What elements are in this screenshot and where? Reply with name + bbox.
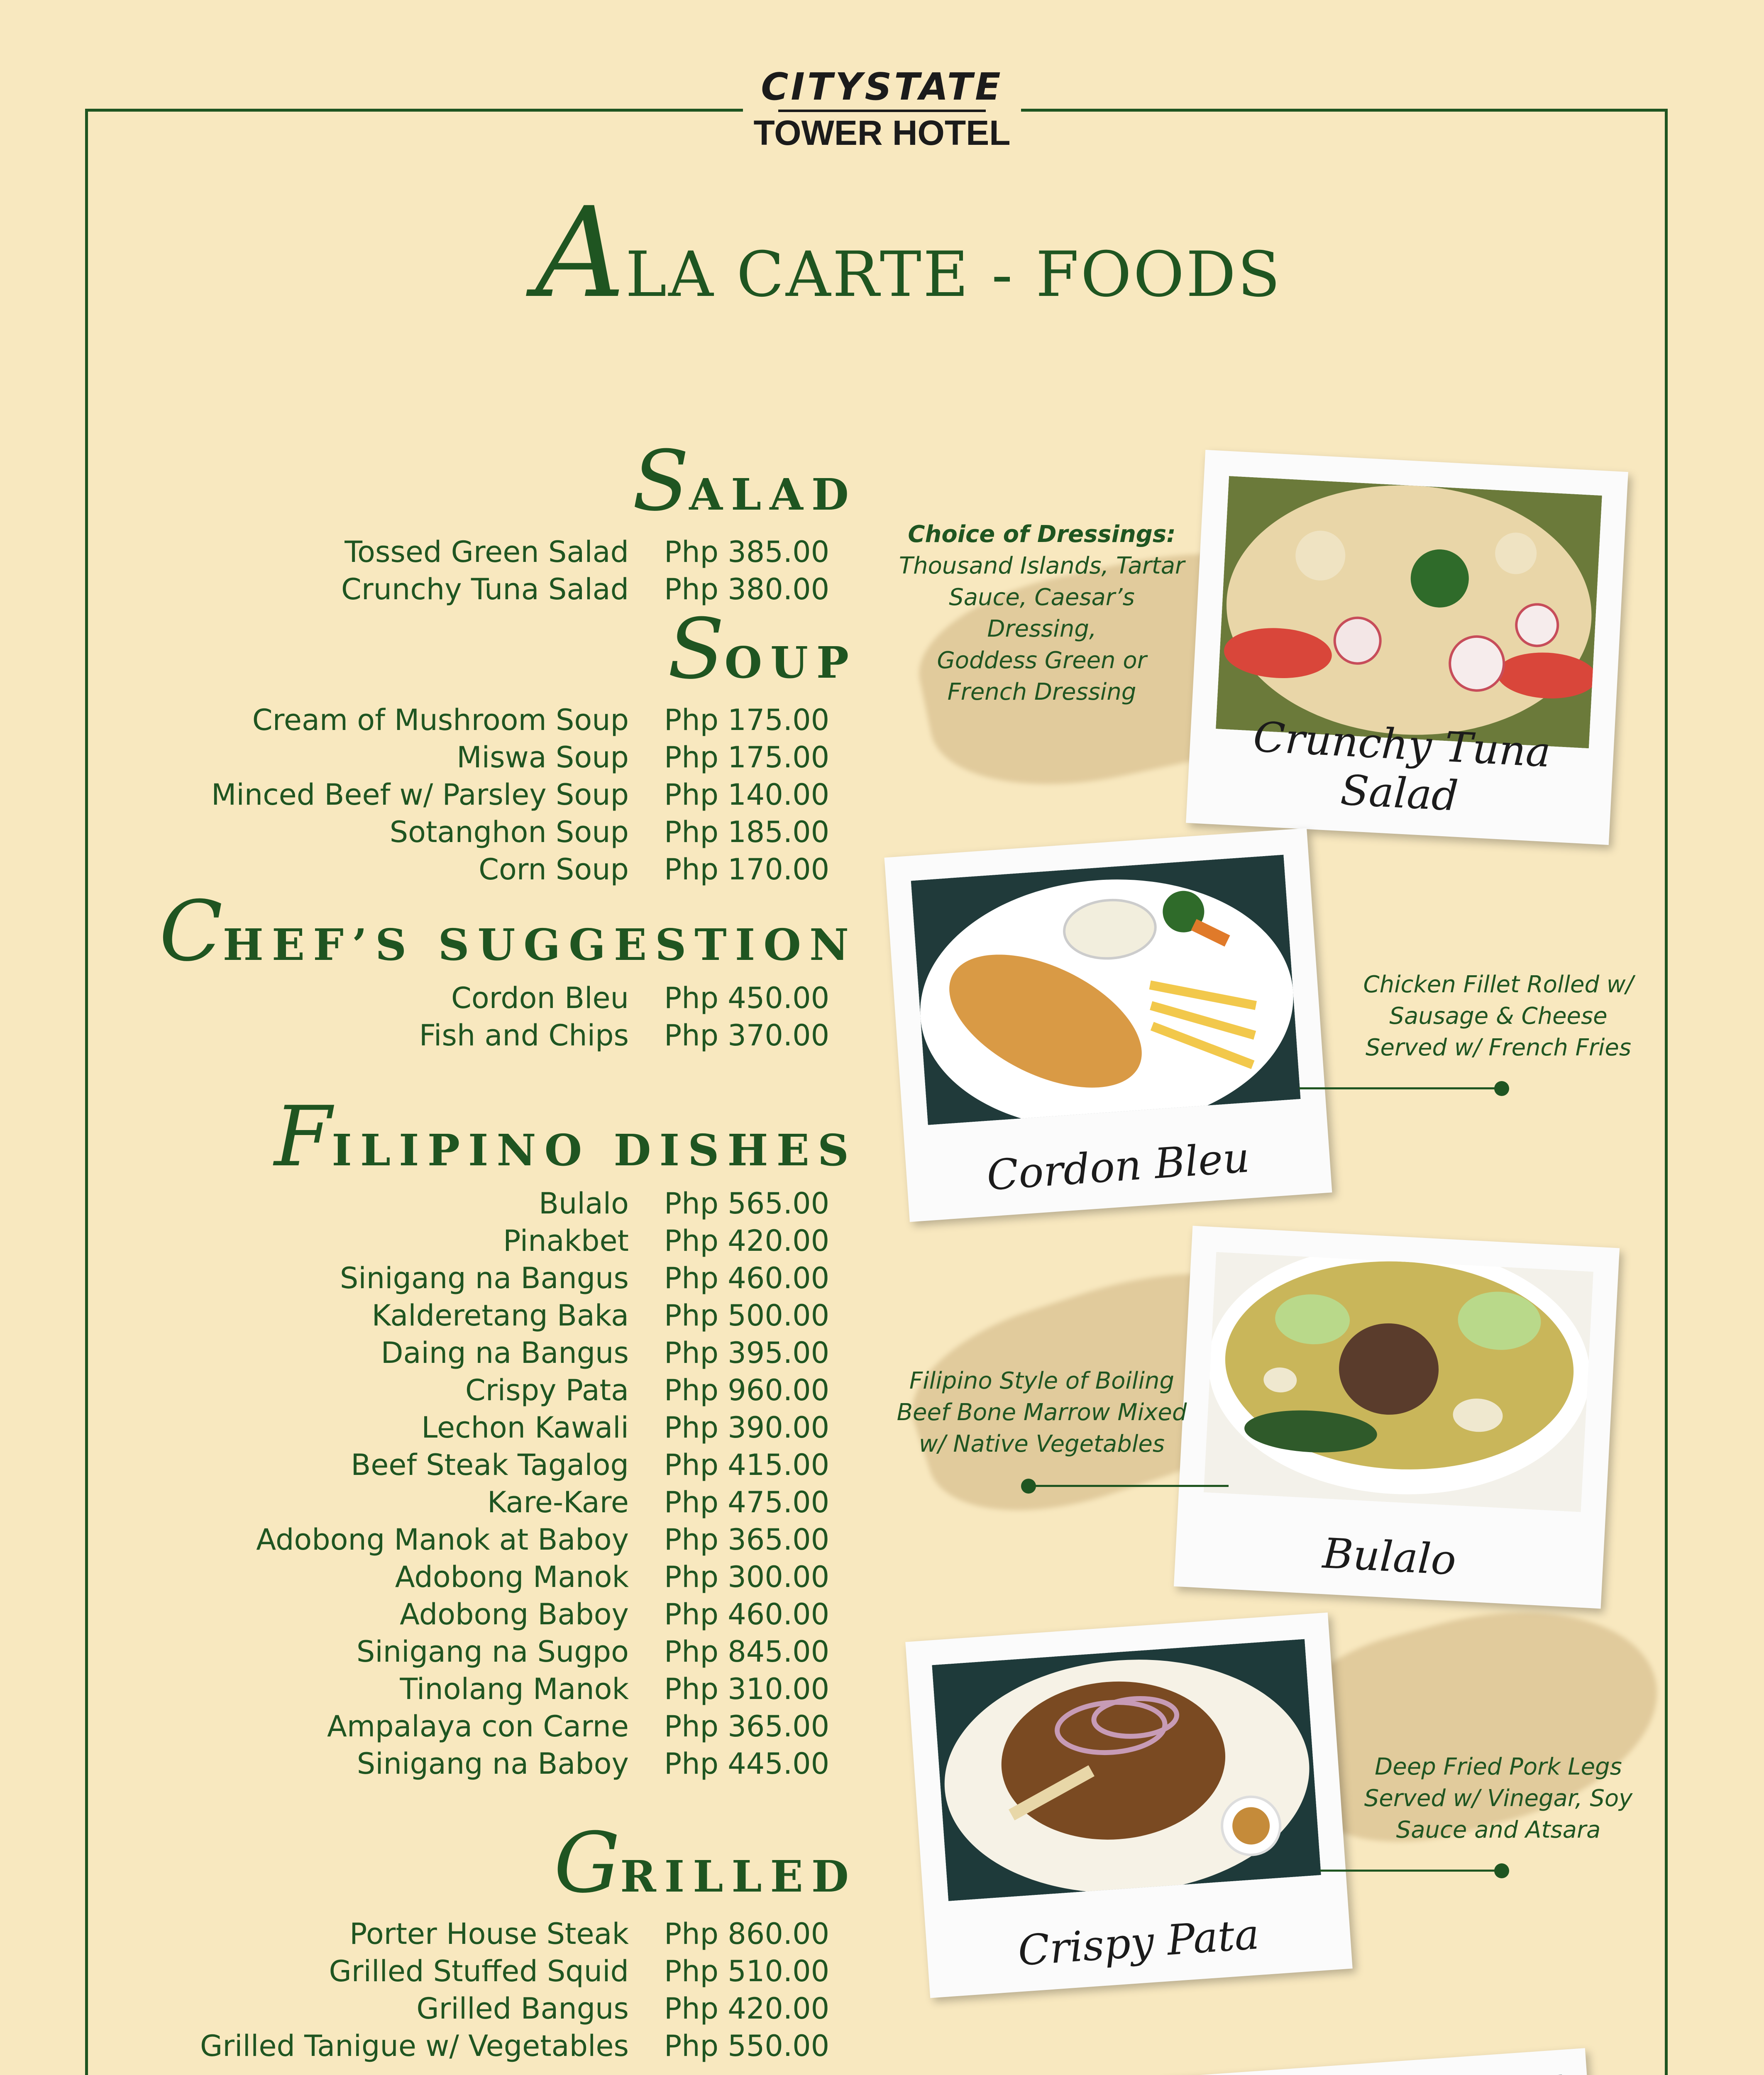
- menu-item-row: [166, 1558, 872, 1596]
- menu-item-price: Php 395.00: [664, 1336, 830, 1370]
- photo-bulalo: [1174, 1226, 1620, 1609]
- menu-item-name: Kare-Kare: [487, 1485, 629, 1519]
- menu-item-row: [166, 1670, 872, 1708]
- menu-item-name: Adobong Manok: [395, 1560, 629, 1594]
- menu-item-price: Php 175.00: [664, 740, 830, 774]
- menu-item-price: Php 415.00: [664, 1448, 830, 1482]
- leader-line: [1025, 1485, 1229, 1487]
- menu-item-name: Corn Soup: [479, 852, 629, 886]
- menu-item-row: [166, 1708, 872, 1745]
- food-image: [1216, 476, 1602, 748]
- menu-item-row: [166, 1185, 872, 1222]
- note-line: Goddess Green or: [937, 647, 1147, 674]
- menu-item-name: Adobong Baboy: [400, 1597, 629, 1631]
- heading-rest: OUP: [724, 637, 857, 688]
- menu-item-row: [166, 1745, 872, 1782]
- logo-line2: TOWER HOTEL: [753, 113, 1011, 152]
- menu-item-price: Php 175.00: [664, 703, 830, 737]
- title-rest: LA CARTE - FOODS: [625, 239, 1282, 311]
- menu-item-row: [166, 776, 872, 813]
- menu-item-row: [166, 1915, 872, 1953]
- photo-cordon-bleu: [884, 828, 1332, 1222]
- menu-item-row: [166, 979, 872, 1017]
- note-dressings: [892, 519, 1191, 708]
- menu-item-price: Php 550.00: [664, 2029, 830, 2063]
- menu-item-price: Php 960.00: [664, 1373, 830, 1407]
- menu-item-row: [166, 1334, 872, 1372]
- menu-item-name: Porter House Steak: [349, 1917, 629, 1951]
- food-image: [932, 1639, 1321, 1901]
- heading-initial: S: [667, 601, 725, 698]
- note-line: Served w/ French Fries: [1365, 1034, 1632, 1061]
- photo-caption: Crispy Pata: [1016, 1910, 1261, 1975]
- heading-rest: ILIPINO DISHES: [332, 1125, 857, 1176]
- filipino-list: [166, 1185, 872, 1782]
- menu-item-price: Php 420.00: [664, 1992, 830, 2026]
- photo-caption: Crunchy Tuna Salad: [1252, 712, 1552, 820]
- menu-item-row: [166, 1222, 872, 1260]
- note-crispy-pata: [1349, 1751, 1648, 1846]
- menu-item-name: Beef Steak Tagalog: [351, 1448, 629, 1482]
- menu-item-price: Php 390.00: [664, 1411, 830, 1445]
- section-heading-salad: [632, 433, 857, 530]
- menu-item-price: Php 300.00: [664, 1560, 830, 1594]
- heading-initial: G: [554, 1815, 621, 1911]
- menu-item-price: Php 460.00: [664, 1597, 830, 1631]
- logo-line1: CITYSTATE: [761, 65, 1003, 109]
- salad-list: [166, 533, 872, 608]
- menu-item-name: Lechon Kawali: [421, 1411, 629, 1445]
- menu-item-price: Php 365.00: [664, 1709, 830, 1743]
- menu-item-row: [166, 1017, 872, 1054]
- heading-rest: ALAD: [689, 469, 857, 520]
- menu-item-row: [166, 571, 872, 608]
- food-image: [911, 855, 1301, 1125]
- note-line: Sauce, Caesar’s Dressing,: [949, 584, 1135, 642]
- menu-item-price: Php 185.00: [664, 815, 830, 849]
- menu-item-row: [166, 1953, 872, 1990]
- menu-item-price: Php 845.00: [664, 1635, 830, 1669]
- menu-item-name: Cordon Bleu: [451, 981, 629, 1015]
- menu-item-row: [166, 813, 872, 851]
- chefs-list: [166, 979, 872, 1054]
- heading-initial: S: [632, 433, 689, 530]
- section-heading-chefs-suggestion: [159, 883, 857, 980]
- menu-item-row: [166, 1633, 872, 1670]
- menu-item-row: [166, 851, 872, 888]
- note-line: w/ Native Vegetables: [919, 1431, 1165, 1457]
- menu-item-name: Bulalo: [538, 1186, 629, 1221]
- photo-crunchy-tuna-salad: [1186, 450, 1628, 845]
- menu-item-row: [166, 1260, 872, 1297]
- title-initial: A: [535, 181, 625, 325]
- menu-item-name: Miswa Soup: [457, 740, 629, 774]
- menu-item-row: [166, 1446, 872, 1484]
- menu-item-name: Pinakbet: [503, 1224, 629, 1258]
- note-line: Chicken Fillet Rolled w/: [1363, 971, 1634, 998]
- leader-dot: [1494, 1863, 1509, 1878]
- menu-item-row: [166, 1297, 872, 1334]
- menu-item-row: [166, 2027, 872, 2065]
- note-line: Beef Bone Marrow Mixed: [897, 1399, 1187, 1426]
- note-line: Served w/ Vinegar, Soy: [1364, 1785, 1633, 1812]
- menu-item-price: Php 420.00: [664, 1224, 830, 1258]
- menu-item-name: Ampalaya con Carne: [327, 1709, 629, 1743]
- menu-item-price: Php 460.00: [664, 1261, 830, 1295]
- menu-item-price: Php 365.00: [664, 1523, 830, 1557]
- menu-item-name: Fish and Chips: [419, 1018, 629, 1052]
- menu-item-name: Tossed Green Salad: [344, 535, 629, 569]
- leader-line: [1299, 1087, 1503, 1089]
- menu-item-price: Php 385.00: [664, 535, 830, 569]
- menu-item-price: Php 450.00: [664, 981, 830, 1015]
- menu-item-name: Adobong Manok at Baboy: [256, 1523, 629, 1557]
- menu-item-price: Php 565.00: [664, 1186, 830, 1221]
- note-line: French Dressing: [947, 679, 1136, 706]
- section-heading-filipino-dishes: [274, 1089, 858, 1185]
- menu-item-price: Php 370.00: [664, 1018, 830, 1052]
- heading-initial: C: [159, 883, 223, 980]
- soup-list: [166, 701, 872, 888]
- menu-item-row: [166, 1990, 872, 2027]
- menu-item-name: Grilled Stuffed Squid: [329, 1954, 629, 1988]
- hotel-logo: [743, 66, 1021, 156]
- note-line: Sauce and Atsara: [1396, 1816, 1601, 1843]
- menu-item-row: [166, 1372, 872, 1409]
- heading-rest: RILLED: [620, 1851, 857, 1902]
- menu-item-row: [166, 739, 872, 776]
- menu-item-name: Sinigang na Sugpo: [356, 1635, 629, 1669]
- menu-item-name: Sotanghon Soup: [389, 815, 629, 849]
- note-line: Filipino Style of Boiling: [909, 1367, 1175, 1394]
- menu-item-price: Php 475.00: [664, 1485, 830, 1519]
- menu-item-name: Daing na Bangus: [381, 1336, 629, 1370]
- leader-line: [1320, 1870, 1503, 1872]
- photo-crispy-pata: [905, 1612, 1353, 1998]
- menu-item-name: Sinigang na Baboy: [357, 1747, 629, 1781]
- leader-dot: [1021, 1479, 1036, 1494]
- menu-item-row: [166, 1521, 872, 1558]
- menu-item-price: Php 510.00: [664, 1954, 830, 1988]
- menu-item-name: Kalderetang Baka: [371, 1299, 629, 1333]
- note-title: Choice of Dressings:: [908, 521, 1176, 548]
- note-line: Deep Fried Pork Legs: [1375, 1753, 1622, 1780]
- photo-caption: Cordon Bleu: [985, 1133, 1251, 1200]
- menu-item-price: Php 380.00: [664, 572, 830, 606]
- menu-item-row: [166, 701, 872, 739]
- section-heading-soup: [667, 601, 857, 698]
- food-image: [1204, 1252, 1593, 1512]
- menu-item-row: [166, 1409, 872, 1446]
- menu-item-name: Crispy Pata: [465, 1373, 629, 1407]
- menu-item-row: [166, 533, 872, 571]
- menu-item-name: Sinigang na Bangus: [340, 1261, 629, 1295]
- menu-item-row: [166, 1596, 872, 1633]
- note-line: Sausage & Cheese: [1389, 1003, 1608, 1030]
- menu-item-price: Php 500.00: [664, 1299, 830, 1333]
- menu-item-price: Php 860.00: [664, 1917, 830, 1951]
- menu-item-row: [166, 1484, 872, 1521]
- menu-item-name: Cream of Mushroom Soup: [252, 703, 629, 737]
- menu-item-price: Php 140.00: [664, 778, 830, 812]
- menu-item-name: Crunchy Tuna Salad: [341, 572, 629, 606]
- grilled-list: [166, 1915, 872, 2065]
- menu-item-price: Php 445.00: [664, 1747, 830, 1781]
- menu-item-name: Tinolang Manok: [400, 1672, 629, 1706]
- menu-item-price: Php 170.00: [664, 852, 830, 886]
- leader-dot: [1494, 1081, 1509, 1096]
- page-title: [535, 181, 1282, 325]
- menu-item-price: Php 310.00: [664, 1672, 830, 1706]
- menu-item-name: Grilled Tanigue w/ Vegetables: [200, 2029, 629, 2063]
- heading-initial: F: [274, 1089, 332, 1185]
- menu-item-name: Minced Beef w/ Parsley Soup: [211, 778, 629, 812]
- note-line: Thousand Islands, Tartar: [899, 552, 1185, 579]
- photo-caption: Bulalo: [1321, 1529, 1458, 1584]
- note-cordon-bleu: [1349, 969, 1648, 1064]
- heading-rest: HEF’S SUGGESTION: [222, 919, 857, 970]
- note-bulalo: [892, 1365, 1191, 1460]
- section-heading-grilled: [554, 1815, 857, 1911]
- menu-item-name: Grilled Bangus: [416, 1992, 629, 2026]
